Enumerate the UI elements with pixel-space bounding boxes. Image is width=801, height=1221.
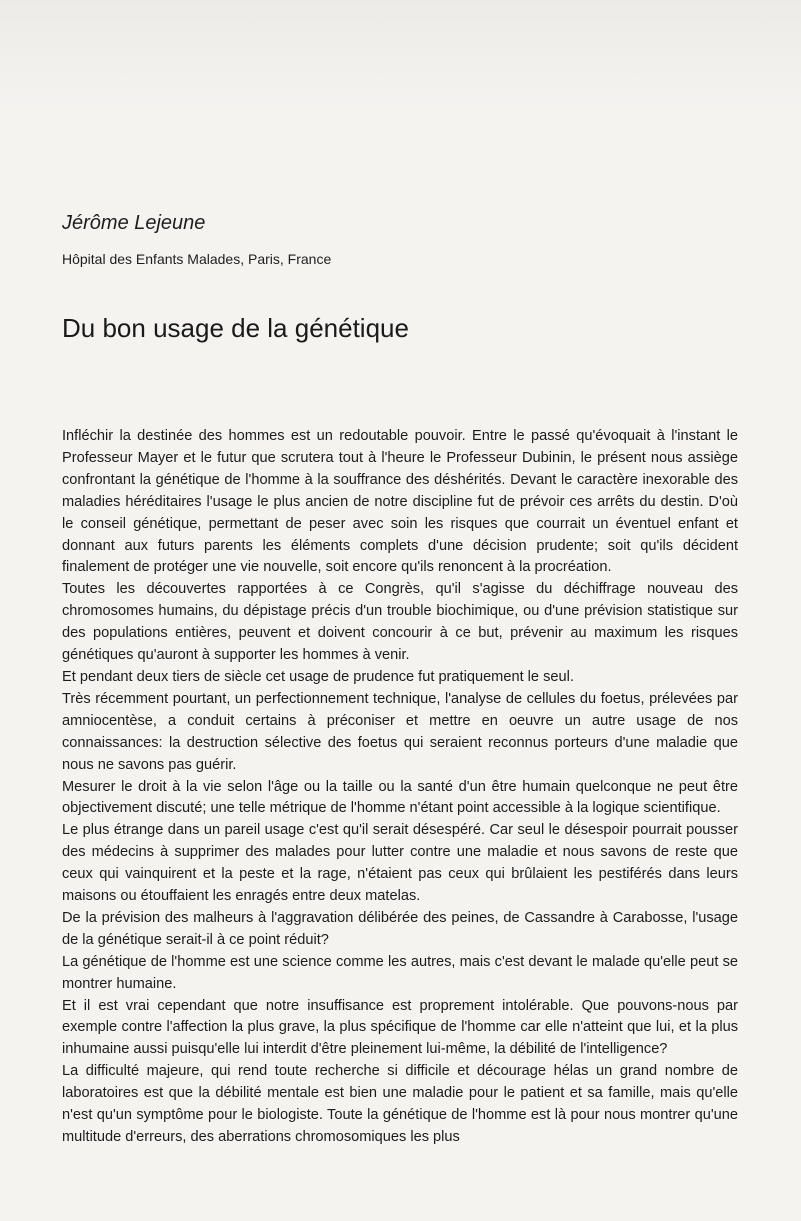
paragraph: La génétique de l'homme est une science comme les autres, mais c'est devant le malade qu'elle peut se montrer humaine. [62,953,738,992]
paragraph: Le plus étrange dans un pareil usage c'est qu'il serait désespéré. Car seul le désespoir pourrait pousser des médecins à supprimer des malades pour lutter contre une maladie et nous savons de reste que ceux qui vainquirent et la peste et la rage, n'étaient pas ceux qui brûlaient les pestiférés dans leurs maisons ou étouffaient les enragés entre deux matelas. [62,822,738,905]
faded-running-header [0,0,801,110]
author-name: Jérôme Lejeune [62,212,206,234]
paragraph: Mesurer le droit à la vie selon l'âge ou la taille ou la santé d'un être humain quelconque ne peut être objectivement discuté; une telle métrique de l'homme n'étant point accessible à la logique scientifique. [62,778,738,817]
paragraph: Et pendant deux tiers de siècle cet usage de prudence fut pratiquement le seul. [62,668,574,685]
paragraph: Toutes les découvertes rapportées à ce Congrès, qu'il s'agisse du déchiffrage nouveau des chromosomes humains, du dépistage précis d'un trouble biochimique, ou d'une prévision statistique sur des populations entières, peuvent et doivent concourir à ce but, prévenir au maximum les risques génétiques qu'auront à supporter les hommes à venir. [62,581,738,664]
paragraph: Très récemment pourtant, un perfectionnement technique, l'analyse de cellules du foetus, prélevées par amniocentèse, a conduit certains à préconiser et mettre en oeuvre un autre usage de nos connaissances: la destruction sélective des foetus qui seraient reconnus porteurs d'une maladie que nous ne savons pas guérir. [62,690,738,773]
article-title: Du bon usage de la génétique [62,313,409,343]
paragraph: De la prévision des malheurs à l'aggravation délibérée des peines, de Cassandre à Carabosse, l'usage de la génétique serait-il à ce point réduit? [62,909,738,948]
paragraph: Infléchir la destinée des hommes est un redoutable pouvoir. Entre le passé qu'évoquait à l'instant le Professeur Mayer et le futur que scrutera tout à l'heure le Professeur Dubinin, le présent nous assiège confrontant la génétique de l'homme à la souffrance des déshérités. Devant le caractère inexorable des maladies héréditaires l'usage le plus ancien de notre discipline fut de prévoir ces arrêts du destin. D'où le conseil génétique, permettant de peser avec soin les risques que courrait un éventuel enfant et donnant aux futurs parents les éléments complets d'une décision prudente; soit qu'ils décident finalement de protéger une vie nouvelle, soit encore qu'ils renoncent à la procréation. [62,428,738,576]
author-affiliation: Hôpital des Enfants Malades, Paris, France [62,251,332,267]
paragraph: La difficulté majeure, qui rend toute recherche si difficile et décourage hélas un grand nombre de laboratoires est que la débilité mentale est bien une maladie pour le patient et sa famille, mais qu'elle n'est qu'un symptôme pour le biologiste. Toute la génétique de l'homme est là pour nous montrer qu'une multitude d'erreurs, des aberrations chromosomiques les plus [62,1063,738,1145]
article-body [62,426,738,1149]
paragraph: Et il est vrai cependant que notre insuffisance est proprement intolérable. Que pouvons-nous par exemple contre l'affection la plus grave, la plus spécifique de l'homme car elle n'atteint que lui, et la plus inhumaine aussi puisqu'elle lui interdit d'être pleinement lui-même, la débilité de l'intelligence? [62,997,738,1058]
